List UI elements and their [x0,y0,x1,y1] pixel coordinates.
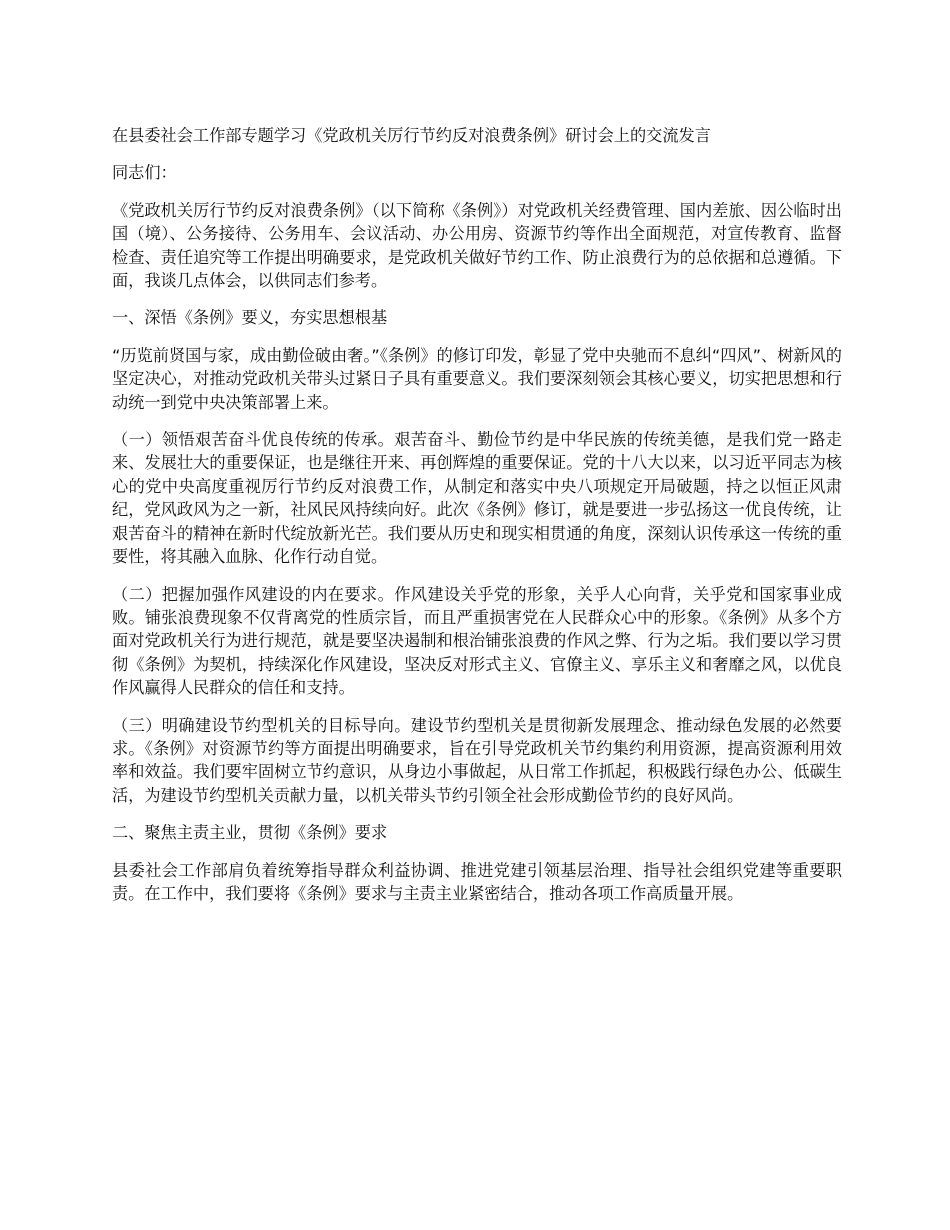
salutation: 同志们： [112,163,177,183]
section-1-point-2: （二）把握加强作风建设的内在要求。作风建设关乎党的形象，关乎人心向背，关乎党和国家事业成败。铺张浪费现象不仅背离党的性质宗旨，而且严重损害党在人民群众心中的形象。《条例》从多个方面对党政机关行为进行规范，就是要坚决遏制和根治铺张浪费的作风之弊、行为之垢。我们要以学习贯彻《条例》为契机，持续深化作风建设，坚决反对形式主义、官僚主义、享乐主义和奢靡之风，以优良作风赢得人民群众的信任和支持。 [112,584,842,698]
document-title: 在县委社会工作部专题学习《党政机关厉行节约反对浪费条例》研讨会上的交流发言 [112,126,711,145]
section-1-point-3: （三）明确建设节约型机关的目标导向。建设节约型机关是贯彻新发展理念、推动绿色发展的必然要求。《条例》对资源节约等方面提出明确要求，旨在引导党政机关节约集约利用资源，提高资源利用效率和效益。我们要牢固树立节约意识，从身边小事做起，从日常工作抓起，积极践行绿色办公、低碳生活，为建设节约型机关贡献力量，以机关带头节约引领全社会形成勤俭节约的良好风尚。 [112,715,842,805]
section-heading-1: 一、深悟《条例》要义，夯实思想根基 [112,308,388,328]
intro-paragraph: 《党政机关厉行节约反对浪费条例》（以下简称《条例》）对党政机关经费管理、国内差旅、因公临时出国（境）、公务接待、公务用车、会议活动、办公用房、资源节约等作出全面规范，对宣传教育、监督检查、责任追究等工作提出明确要求，是党政机关做好节约工作、防止浪费行为的总依据和总遵循。下面，我谈几点体会，以供同志们参考。 [112,200,842,291]
document-body [112,124,842,919]
section-1-point-1: （一）领悟艰苦奋斗优良传统的传承。艰苦奋斗、勤俭节约是中华民族的传统美德，是我们党一路走来、发展壮大的重要保证，也是继往开来、再创辉煌的重要保证。党的十八大以来，以习近平同志为核心的党中央高度重视厉行节约反对浪费工作，从制定和落实中央八项规定开局破题，持之以恒正风肃纪，党风政风为之一新，社风民风持续向好。此次《条例》修订，就是要进一步弘扬这一优良传统，让艰苦奋斗的精神在新时代绽放新光芒。我们要从历史和现实相贯通的角度，深刻认识传承这一传统的重要性，将其融入血脉、化作行动自觉。 [112,430,842,567]
section-2-intro: 县委社会工作部肩负着统筹指导群众利益协调、推进党建引领基层治理、指导社会组织党建等重要职责。在工作中，我们要将《条例》要求与主责主业紧密结合，推动各项工作高质量开展。 [112,860,842,903]
section-heading-2: 二、聚焦主责主业，贯彻《条例》要求 [112,823,388,843]
section-1-intro: “历览前贤国与家，成由勤俭破由奢。”《条例》的修订印发，彰显了党中央驰而不息纠“四风”、树新风的坚定决心，对推动党政机关带头过紧日子具有重要意义。我们要深刻领会其核心要义，切实把思想和行动统一到党中央决策部署上来。 [112,345,842,412]
